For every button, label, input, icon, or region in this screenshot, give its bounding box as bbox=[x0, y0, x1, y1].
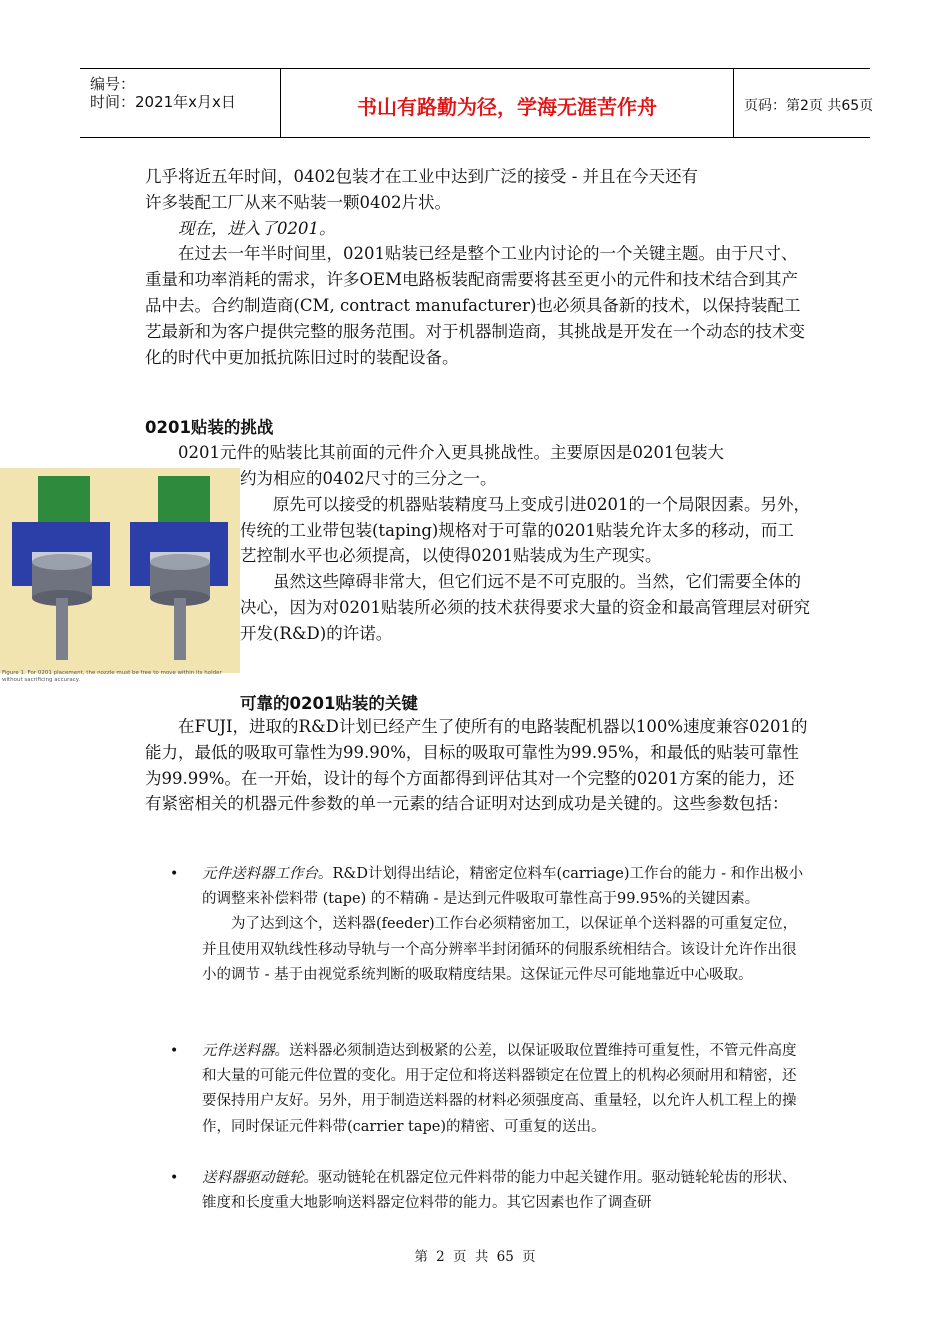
paragraph-0201-topic: 在过去一年半时间里，0201贴装已经是整个工业内讨论的一个关键主题。由于尺寸、重量和功率消耗的需求，许多OEM电路板装配商需要将甚至更小的元件和技术结合到其产品中去。合约制造商(CM, contract manufacturer)也必须具备新的技术，以保持装配工艺最新和为客户提供完整的服务范围。对于机器制造商，其挑战是开发在一个动态的技术变化的时代中更加抵抗陈旧过时的装配设备。 bbox=[145, 244, 805, 367]
nozzle-figure bbox=[0, 468, 240, 698]
header-page-info: 页码：第2页 共65页 bbox=[744, 98, 874, 114]
challenge-wrap-block bbox=[240, 466, 810, 647]
document-number-label: 编号： bbox=[90, 75, 136, 93]
section-heading-keys: 可靠的0201贴装的关键 bbox=[240, 694, 418, 713]
bullet-body: 。送料器必须制造达到极紧的公差，以保证吸取位置维持可重复性，不管元件高度和大量的可能元件位置的变化。用于定位和将送料器锁定在位置上的机构必须耐用和精密，还要保持用户友好。另外，用于制造送料器的材料必须强度高、重量轻，以允许人机工程上的操作，同时保证元件料带(carrier tape)的精密、可重复的送出。 bbox=[202, 1043, 797, 1135]
paragraph-fuji-rd: 在FUJI，进取的R&D计划已经产生了使所有的电路装配机器以100%速度兼容0201的能力，最低的吸取可靠性为99.90%，目标的吸取可靠性为99.95%，和最低的贴装可靠性为99.99%。在一开始，设计的每个方面都得到评估其对一个完整的0201方案的能力，还有紧密相关的机器元件参数的单一元素的结合证明对达到成功是关键的。这些参数包括： bbox=[145, 717, 808, 814]
bullet-text bbox=[202, 862, 810, 912]
challenge-line-1: 0201元件的贴装比其前面的元件介入更具挑战性。主要原因是0201包装大 bbox=[178, 443, 724, 462]
figure-caption: Figure 1. For 0201 placement, the nozzle must be free to move within its holder without sacrificing accuracy. bbox=[2, 670, 222, 683]
bullet-sprocket bbox=[170, 1166, 810, 1216]
intro-line-2: 许多装配工厂从来不贴装一颗0402片状。 bbox=[145, 192, 451, 212]
bullet-text bbox=[202, 1166, 810, 1216]
bullet-body: 。R&D计划得出结论，精密定位料车(carriage)工作台的能力 - 和作出极小的调整来补偿料带 (tape) 的不精确 - 是达到元件吸取可靠性高于99.95%的关键因素。 bbox=[202, 866, 804, 908]
bullet-term: 元件送料器 bbox=[202, 1043, 275, 1059]
document-date: 时间：2021年x月x日 bbox=[90, 93, 236, 111]
bullet-extra: 为了达到这个，送料器(feeder)工作台必须精密加工，以保证单个送料器的可重复定位，并且使用双轨线性移动导轨与一个高分辨率半封闭循环的伺服系统相结合。该设计允许作出很小的调节 - 基于由视觉系统判断的吸取精度结果。这保证元件尽可能地靠近中心吸取。 bbox=[202, 916, 798, 983]
bullet-term: 送料器驱动链轮 bbox=[202, 1170, 304, 1186]
intro-line-1: 几乎将近五年时间，0402包装才在工业中达到广泛的接受 - 并且在今天还有 bbox=[145, 167, 699, 186]
challenge-paragraph-lead bbox=[145, 440, 810, 466]
bullet-text bbox=[202, 1039, 810, 1140]
page-footer: 第 2 页 共 65 页 bbox=[414, 1249, 536, 1265]
intro-paragraph bbox=[145, 164, 810, 370]
bullet-feeder-table bbox=[170, 862, 810, 988]
keys-paragraph bbox=[145, 714, 810, 817]
now-0201-line: 现在，进入了0201。 bbox=[178, 218, 336, 238]
header-meta-cell bbox=[80, 69, 281, 137]
challenge-line-2: 约为相应的0402尺寸的三分之一。 bbox=[240, 469, 497, 488]
bullet-term: 元件送料器工作台 bbox=[202, 866, 318, 882]
section-heading-challenge: 0201贴装的挑战 bbox=[145, 418, 274, 437]
bullet-dot: • bbox=[170, 866, 179, 882]
header-motto: 书山有路勤为径，学海无涯苦作舟 bbox=[357, 95, 657, 119]
paragraph-obstacles: 虽然这些障碍非常大，但它们远不是不可克服的。当然，它们需要全体的决心，因为对0201贴装所必须的技术获得要求大量的资金和最高管理层对研究开发(R&D)的许诺。 bbox=[240, 572, 810, 643]
nozzle-figure-image bbox=[0, 468, 240, 698]
paragraph-accuracy-limit: 原先可以接受的机器贴装精度马上变成引进0201的一个局限因素。另外，传统的工业带包装(taping)规格对于可靠的0201贴装允许太多的移动，而工艺控制水平也必须提高，以使得0201贴装成为生产现实。 bbox=[240, 494, 810, 566]
header-page-cell bbox=[734, 69, 874, 137]
header-motto-cell bbox=[281, 69, 734, 137]
bullet-body: 。驱动链轮在机器定位元件料带的能力中起关键作用。驱动链轮轮齿的形状、锥度和长度重大地影响送料器定位料带的能力。其它因素也作了调查研 bbox=[202, 1170, 797, 1212]
bullet-feeder bbox=[170, 1039, 810, 1140]
bullet-dot: • bbox=[170, 1170, 179, 1186]
page-header bbox=[80, 68, 874, 138]
bullet-dot: • bbox=[170, 1043, 179, 1059]
